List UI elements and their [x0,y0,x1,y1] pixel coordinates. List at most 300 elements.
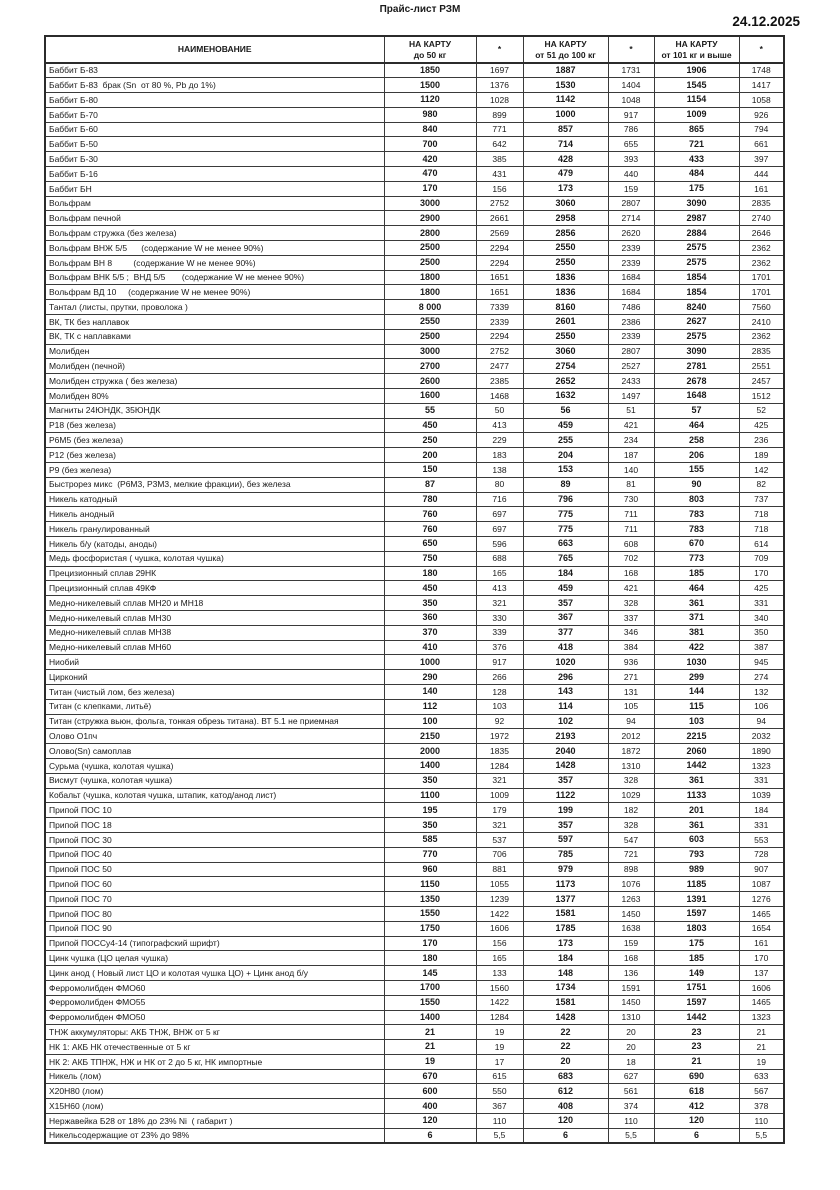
table-row [45,1128,784,1143]
asterisk-price-cell: 1465 [739,906,784,921]
asterisk-price-cell: 94 [608,714,654,729]
card-price-cell: 1400 [384,1010,476,1025]
card-price-cell: 173 [523,181,608,196]
asterisk-price-cell: 425 [739,581,784,596]
asterisk-price-cell: 926 [739,107,784,122]
asterisk-price-cell: 2385 [476,374,523,389]
table-row [45,137,784,152]
asterisk-price-cell: 786 [608,122,654,137]
card-price-cell: 2500 [384,329,476,344]
asterisk-price-cell: 2294 [476,255,523,270]
table-row [45,773,784,788]
card-price-cell: 175 [654,936,739,951]
card-price-cell: 21 [384,1025,476,1040]
card-price-cell: 2575 [654,255,739,270]
item-name-cell: Никель анодный [45,507,384,522]
asterisk-price-cell: 737 [739,492,784,507]
item-name-cell: Никель (лом) [45,1069,384,1084]
asterisk-price-cell: 20 [608,1025,654,1040]
card-price-cell: 2215 [654,729,739,744]
asterisk-price-cell: 156 [476,181,523,196]
column-header-card-101-plus: НА КАРТУ от 101 кг и выше [654,36,739,63]
table-row [45,122,784,137]
asterisk-price-cell: 711 [608,522,654,537]
asterisk-price-cell: 2362 [739,329,784,344]
header-row [45,36,784,63]
card-price-cell: 1000 [523,107,608,122]
asterisk-price-cell: 899 [476,107,523,122]
item-name-cell: Быстрорез микс (Р6М3, Р3М3, мелкие фракции), без железа [45,477,384,492]
table-row [45,78,784,93]
card-price-cell: 180 [384,566,476,581]
asterisk-price-cell: 1512 [739,389,784,404]
card-price-cell: 381 [654,625,739,640]
item-name-cell: Баббит Б-83 [45,63,384,78]
item-name-cell: Баббит Б-50 [45,137,384,152]
asterisk-price-cell: 2740 [739,211,784,226]
card-price-cell: 1854 [654,270,739,285]
card-price-cell: 2700 [384,359,476,374]
card-price-cell: 185 [654,566,739,581]
table-row [45,936,784,951]
card-price-cell: 1142 [523,93,608,108]
card-price-cell: 1391 [654,892,739,907]
asterisk-price-cell: 384 [608,640,654,655]
asterisk-price-cell: 1560 [476,980,523,995]
card-price-cell: 350 [384,773,476,788]
asterisk-price-cell: 706 [476,847,523,862]
card-price-cell: 21 [384,1040,476,1055]
item-name-cell: Медно-никелевый сплав МН60 [45,640,384,655]
asterisk-price-cell: 80 [476,477,523,492]
asterisk-price-cell: 106 [739,699,784,714]
item-name-cell: Р6М5 (без железа) [45,433,384,448]
table-row [45,596,784,611]
asterisk-price-cell: 1606 [739,980,784,995]
item-name-cell: Висмут (чушка, колотая чушка) [45,773,384,788]
asterisk-price-cell: 1468 [476,389,523,404]
asterisk-price-cell: 728 [739,847,784,862]
asterisk-price-cell: 1450 [608,995,654,1010]
asterisk-price-cell: 168 [608,566,654,581]
card-price-cell: 793 [654,847,739,862]
card-price-cell: 2856 [523,226,608,241]
card-price-cell: 3060 [523,196,608,211]
asterisk-price-cell: 444 [739,167,784,182]
card-price-cell: 1428 [523,758,608,773]
item-name-cell: Баббит Б-60 [45,122,384,137]
asterisk-price-cell: 350 [739,625,784,640]
asterisk-price-cell: 105 [608,699,654,714]
asterisk-price-cell: 179 [476,803,523,818]
card-price-cell: 600 [384,1084,476,1099]
asterisk-price-cell: 81 [608,477,654,492]
asterisk-price-cell: 1310 [608,1010,654,1025]
asterisk-price-cell: 1872 [608,744,654,759]
asterisk-price-cell: 159 [608,936,654,951]
card-price-cell: 459 [523,581,608,596]
item-name-cell: ВК, ТК без наплавок [45,315,384,330]
card-price-cell: 8160 [523,300,608,315]
item-name-cell: Припой ПОС 18 [45,818,384,833]
card-price-cell: 255 [523,433,608,448]
asterisk-price-cell: 2661 [476,211,523,226]
asterisk-price-cell: 2362 [739,241,784,256]
asterisk-price-cell: 340 [739,610,784,625]
column-header-name-label: НАИМЕНОВАНИЕ [177,44,252,55]
card-price-cell: 1581 [523,995,608,1010]
table-row [45,714,784,729]
card-price-cell: 2575 [654,329,739,344]
item-name-cell: Молибден стружка ( без железа) [45,374,384,389]
table-row [45,196,784,211]
card-price-cell: 2040 [523,744,608,759]
table-row [45,655,784,670]
asterisk-price-cell: 21 [739,1025,784,1040]
asterisk-price-cell: 94 [739,714,784,729]
item-name-cell: Медь фосфористая ( чушка, колотая чушка) [45,551,384,566]
asterisk-price-cell: 1684 [608,270,654,285]
asterisk-price-cell: 608 [608,537,654,552]
card-price-cell: 603 [654,832,739,847]
card-price-cell: 1700 [384,980,476,995]
table-row [45,744,784,759]
card-price-cell: 2500 [384,241,476,256]
card-price-cell: 412 [654,1099,739,1114]
table-row [45,448,784,463]
asterisk-price-cell: 2294 [476,329,523,344]
card-price-cell: 775 [523,522,608,537]
asterisk-price-cell: 103 [476,699,523,714]
item-name-cell: Титан (чистый лом, без железа) [45,684,384,699]
item-name-cell: Олово О1пч [45,729,384,744]
item-name-cell: ВК, ТК с наплавками [45,329,384,344]
asterisk-price-cell: 936 [608,655,654,670]
asterisk-price-cell: 794 [739,122,784,137]
card-price-cell: 3000 [384,344,476,359]
item-name-cell: НК 2: АКБ ТПНЖ, НЖ и НК от 2 до 5 кг, НК импортные [45,1054,384,1069]
card-price-cell: 361 [654,818,739,833]
asterisk-price-cell: 5,5 [608,1128,654,1143]
asterisk-price-cell: 165 [476,566,523,581]
card-price-cell: 155 [654,463,739,478]
item-name-cell: Баббит Б-70 [45,107,384,122]
card-price-cell: 1120 [384,93,476,108]
card-price-cell: 410 [384,640,476,655]
date-label: 24.12.2025 [732,14,800,29]
table-row [45,359,784,374]
item-name-cell: Кобальт (чушка, колотая чушка, штапик, катод/анод лист) [45,788,384,803]
item-name-cell: Баббит Б-16 [45,167,384,182]
card-price-cell: 1009 [654,107,739,122]
asterisk-price-cell: 331 [739,818,784,833]
card-price-cell: 770 [384,847,476,862]
asterisk-price-cell: 2339 [476,315,523,330]
table-row [45,892,784,907]
asterisk-price-cell: 1076 [608,877,654,892]
card-price-cell: 1185 [654,877,739,892]
item-name-cell: Вольфрам ВД 10 (содержание W не менее 90%) [45,285,384,300]
item-name-cell: Титан (стружка вьюн, фольга, тонкая обрезь титана). ВТ 5.1 не приемная [45,714,384,729]
asterisk-price-cell: 165 [476,951,523,966]
item-name-cell: Ферромолибден ФМО55 [45,995,384,1010]
table-row [45,537,784,552]
table-row [45,433,784,448]
card-price-cell: 1734 [523,980,608,995]
table-row [45,1114,784,1129]
asterisk-price-cell: 2835 [739,344,784,359]
card-price-cell: 960 [384,862,476,877]
card-price-cell: 2678 [654,374,739,389]
asterisk-price-cell: 2807 [608,196,654,211]
asterisk-price-cell: 898 [608,862,654,877]
item-name-cell: Вольфрам ВНЖ 5/5 (содержание W не менее 90%) [45,241,384,256]
table-row [45,285,784,300]
card-price-cell: 2652 [523,374,608,389]
asterisk-price-cell: 7486 [608,300,654,315]
asterisk-price-cell: 229 [476,433,523,448]
asterisk-price-cell: 2362 [739,255,784,270]
asterisk-price-cell: 1701 [739,285,784,300]
asterisk-price-cell: 1422 [476,906,523,921]
card-price-cell: 90 [654,477,739,492]
column-header-name [45,36,384,63]
item-name-cell: Припой ПОС 90 [45,921,384,936]
card-price-cell: 2060 [654,744,739,759]
card-price-cell: 670 [384,1069,476,1084]
asterisk-price-cell: 917 [608,107,654,122]
asterisk-price-cell: 1651 [476,285,523,300]
asterisk-price-cell: 1028 [476,93,523,108]
table-row [45,107,784,122]
card-price-cell: 6 [523,1128,608,1143]
table-row [45,684,784,699]
item-name-cell: Р12 (без железа) [45,448,384,463]
card-price-cell: 1800 [384,285,476,300]
card-price-cell: 683 [523,1069,608,1084]
card-price-cell: 1887 [523,63,608,78]
card-price-cell: 201 [654,803,739,818]
asterisk-price-cell: 1465 [739,995,784,1010]
asterisk-price-cell: 547 [608,832,654,847]
asterisk-price-cell: 537 [476,832,523,847]
item-name-cell: Припой ПОС 10 [45,803,384,818]
table-row [45,226,784,241]
asterisk-price-cell: 1654 [739,921,784,936]
card-price-cell: 597 [523,832,608,847]
asterisk-price-cell: 136 [608,966,654,981]
item-name-cell: Нержавейка Б28 от 18% до 23% Ni ( габарит ) [45,1114,384,1129]
card-price-cell: 87 [384,477,476,492]
card-price-cell: 89 [523,477,608,492]
item-name-cell: Медно-никелевый сплав МН20 и МН18 [45,596,384,611]
asterisk-price-cell: 378 [739,1099,784,1114]
asterisk-price-cell: 1087 [739,877,784,892]
card-price-cell: 150 [384,463,476,478]
card-price-cell: 357 [523,773,608,788]
card-price-cell: 1133 [654,788,739,803]
asterisk-price-cell: 421 [608,581,654,596]
card-price-cell: 55 [384,403,476,418]
table-row [45,625,784,640]
card-price-cell: 2550 [523,241,608,256]
card-price-cell: 760 [384,507,476,522]
card-price-cell: 1597 [654,995,739,1010]
table-row [45,1010,784,1025]
item-name-cell: Баббит БН [45,181,384,196]
asterisk-price-cell: 2433 [608,374,654,389]
card-price-cell: 450 [384,581,476,596]
card-price-cell: 422 [654,640,739,655]
card-price-cell: 618 [654,1084,739,1099]
item-name-cell: Олово(Sn) самоплав [45,744,384,759]
card-price-cell: 1648 [654,389,739,404]
asterisk-price-cell: 2620 [608,226,654,241]
card-price-cell: 1906 [654,63,739,78]
card-price-cell: 148 [523,966,608,981]
asterisk-price-cell: 1417 [739,78,784,93]
asterisk-price-cell: 1404 [608,78,654,93]
card-price-cell: 2575 [654,241,739,256]
asterisk-price-cell: 137 [739,966,784,981]
asterisk-price-cell: 688 [476,551,523,566]
table-row [45,906,784,921]
card-price-cell: 1122 [523,788,608,803]
table-row [45,818,784,833]
card-price-cell: 775 [523,507,608,522]
card-price-cell: 3090 [654,344,739,359]
asterisk-price-cell: 1651 [476,270,523,285]
asterisk-price-cell: 718 [739,507,784,522]
card-price-cell: 184 [523,566,608,581]
card-price-cell: 714 [523,137,608,152]
card-price-cell: 2800 [384,226,476,241]
asterisk-price-cell: 711 [608,507,654,522]
asterisk-price-cell: 1606 [476,921,523,936]
asterisk-price-cell: 376 [476,640,523,655]
asterisk-price-cell: 1890 [739,744,784,759]
table-row [45,152,784,167]
table-row [45,1040,784,1055]
table-row [45,403,784,418]
price-table [44,35,785,1144]
asterisk-price-cell: 697 [476,507,523,522]
item-name-cell: Медно-никелевый сплав МН38 [45,625,384,640]
card-price-cell: 428 [523,152,608,167]
card-price-cell: 180 [384,951,476,966]
asterisk-price-cell: 697 [476,522,523,537]
card-price-cell: 780 [384,492,476,507]
asterisk-price-cell: 110 [739,1114,784,1129]
item-name-cell: Припой ПОС 30 [45,832,384,847]
card-price-cell: 173 [523,936,608,951]
item-name-cell: Магниты 24ЮНДК, 35ЮНДК [45,403,384,418]
asterisk-price-cell: 1835 [476,744,523,759]
card-price-cell: 290 [384,670,476,685]
asterisk-price-cell: 161 [739,936,784,951]
item-name-cell: Вольфрам ВНК 5/5 ; ВНД 5/5 (содержание W не менее 90%) [45,270,384,285]
card-price-cell: 2150 [384,729,476,744]
card-price-cell: 1100 [384,788,476,803]
table-header [45,36,784,63]
card-price-cell: 1020 [523,655,608,670]
asterisk-price-cell: 337 [608,610,654,625]
item-name-cell: Вольфрам ВН 8 (содержание W не менее 90%) [45,255,384,270]
card-price-cell: 979 [523,862,608,877]
column-header-asterisk-2: * [608,36,654,63]
asterisk-price-cell: 133 [476,966,523,981]
table-row [45,640,784,655]
card-price-cell: 980 [384,107,476,122]
asterisk-price-cell: 945 [739,655,784,670]
card-price-cell: 1400 [384,758,476,773]
item-name-cell: Ферромолибден ФМО50 [45,1010,384,1025]
table-row [45,758,784,773]
item-name-cell: Никель катодный [45,492,384,507]
card-price-cell: 185 [654,951,739,966]
asterisk-price-cell: 187 [608,448,654,463]
asterisk-price-cell: 2646 [739,226,784,241]
asterisk-price-cell: 393 [608,152,654,167]
table-row [45,788,784,803]
card-price-cell: 2550 [523,255,608,270]
card-price-cell: 2193 [523,729,608,744]
asterisk-price-cell: 1263 [608,892,654,907]
card-price-cell: 721 [654,137,739,152]
asterisk-price-cell: 1684 [608,285,654,300]
asterisk-price-cell: 2835 [739,196,784,211]
card-price-cell: 1632 [523,389,608,404]
card-price-cell: 1030 [654,655,739,670]
asterisk-price-cell: 567 [739,1084,784,1099]
card-price-cell: 1442 [654,758,739,773]
item-name-cell: ТНЖ аккумуляторы: АКБ ТНЖ, ВНЖ от 5 кг [45,1025,384,1040]
asterisk-price-cell: 387 [739,640,784,655]
card-price-cell: 19 [384,1054,476,1069]
card-price-cell: 1854 [654,285,739,300]
asterisk-price-cell: 7339 [476,300,523,315]
card-price-cell: 418 [523,640,608,655]
asterisk-price-cell: 633 [739,1069,784,1084]
asterisk-price-cell: 553 [739,832,784,847]
card-price-cell: 199 [523,803,608,818]
asterisk-price-cell: 655 [608,137,654,152]
asterisk-price-cell: 331 [739,596,784,611]
asterisk-price-cell: 161 [739,181,784,196]
card-price-cell: 112 [384,699,476,714]
asterisk-price-cell: 431 [476,167,523,182]
card-price-cell: 3000 [384,196,476,211]
asterisk-price-cell: 367 [476,1099,523,1114]
asterisk-price-cell: 1731 [608,63,654,78]
card-price-cell: 1581 [523,906,608,921]
asterisk-price-cell: 328 [608,773,654,788]
item-name-cell: Молибден (печной) [45,359,384,374]
card-price-cell: 100 [384,714,476,729]
table-row [45,463,784,478]
item-name-cell: Припой ПОС 70 [45,892,384,907]
table-row [45,63,784,78]
asterisk-price-cell: 156 [476,936,523,951]
card-price-cell: 1597 [654,906,739,921]
asterisk-price-cell: 2752 [476,344,523,359]
card-price-cell: 2601 [523,315,608,330]
asterisk-price-cell: 182 [608,803,654,818]
asterisk-price-cell: 142 [739,463,784,478]
table-row [45,729,784,744]
asterisk-price-cell: 271 [608,670,654,685]
item-name-cell: Никель гранулированный [45,522,384,537]
